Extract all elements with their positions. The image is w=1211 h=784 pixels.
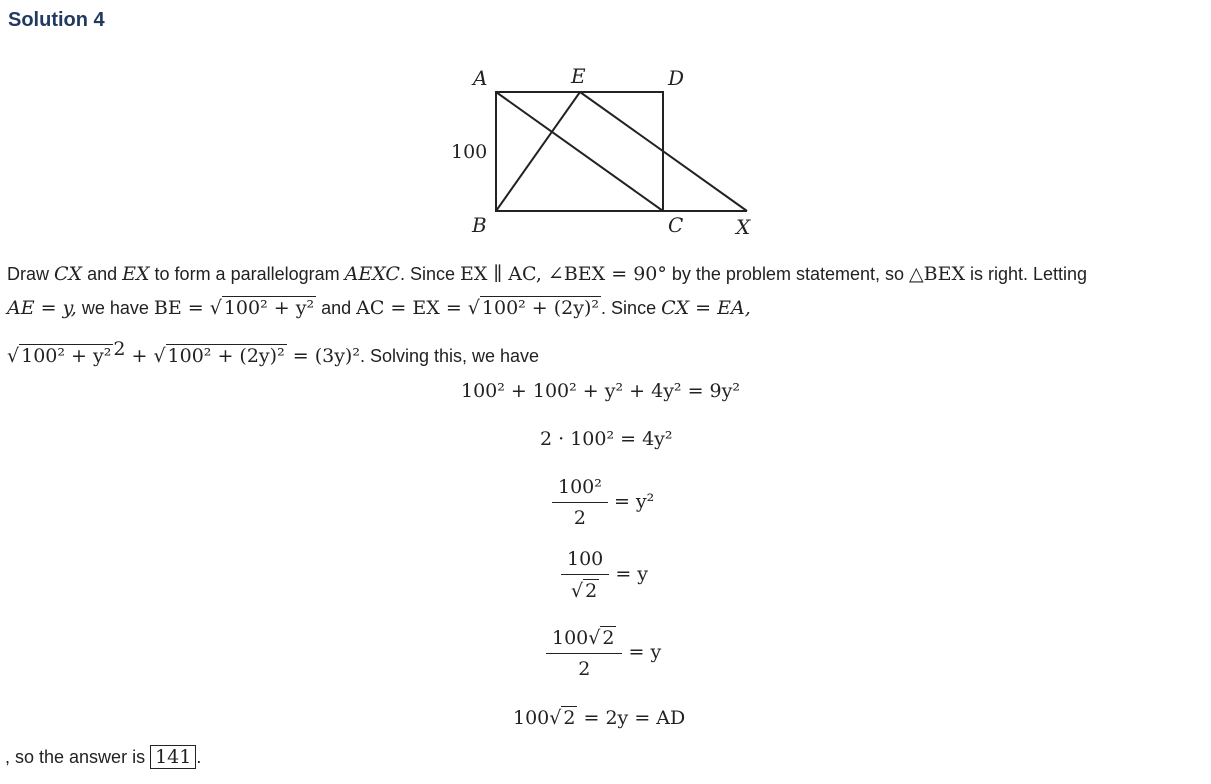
parallelogram-diagram	[440, 60, 770, 245]
label-e: E	[571, 64, 586, 88]
equation-5: $\frac{100√ 2}{2}$ = y	[546, 626, 661, 680]
label-b: B	[472, 213, 487, 237]
equation-1: 100² + 100² + y² + 4y² = 9y²	[461, 380, 740, 402]
segment-ac	[496, 92, 663, 211]
solution-heading: Solution 4	[8, 9, 105, 31]
answer-box: 141	[150, 745, 196, 769]
equation-4: $\frac{100}{√ 2}$ = y	[561, 548, 648, 602]
label-d: D	[668, 66, 685, 90]
equation-6: 100√ 2 = 2y = AD	[513, 707, 686, 729]
sqrt-ac: 100² + (2y)²	[481, 297, 600, 319]
label-side-100: 100	[451, 141, 488, 163]
paragraph-line-1: Draw CX and EX to form a parallelogram AEXC. Since EX ∥ AC, ∠BEX = 90° by the problem statement, so △BEX is right. Letting	[7, 263, 1088, 285]
equation-3: $\frac{\text{100²}}{2}$ = y²	[552, 476, 654, 529]
conclusion-line: , so the answer is 141 .	[5, 746, 202, 768]
segment-be	[496, 92, 580, 211]
sqrt-be: 100² + y²	[223, 297, 315, 319]
sqrt-term-2: 100² + (2y)²	[167, 345, 285, 367]
label-a: A	[473, 66, 488, 90]
paragraph-line-3: √ 100² + y² $^2$ + √ 100² + (2y)² = (3y)². Solving this, we have	[7, 338, 540, 367]
equation-2: 2 · 100² = 4y²	[540, 428, 673, 450]
label-x: X	[736, 215, 751, 239]
label-c: C	[668, 213, 684, 237]
sqrt-term-1: 100² + y²	[21, 345, 112, 367]
paragraph-line-2: AE = y, we have BE = √ 100² + y² and AC = EX = √ 100² + (2y)² . Since CX = EA,	[7, 297, 751, 319]
